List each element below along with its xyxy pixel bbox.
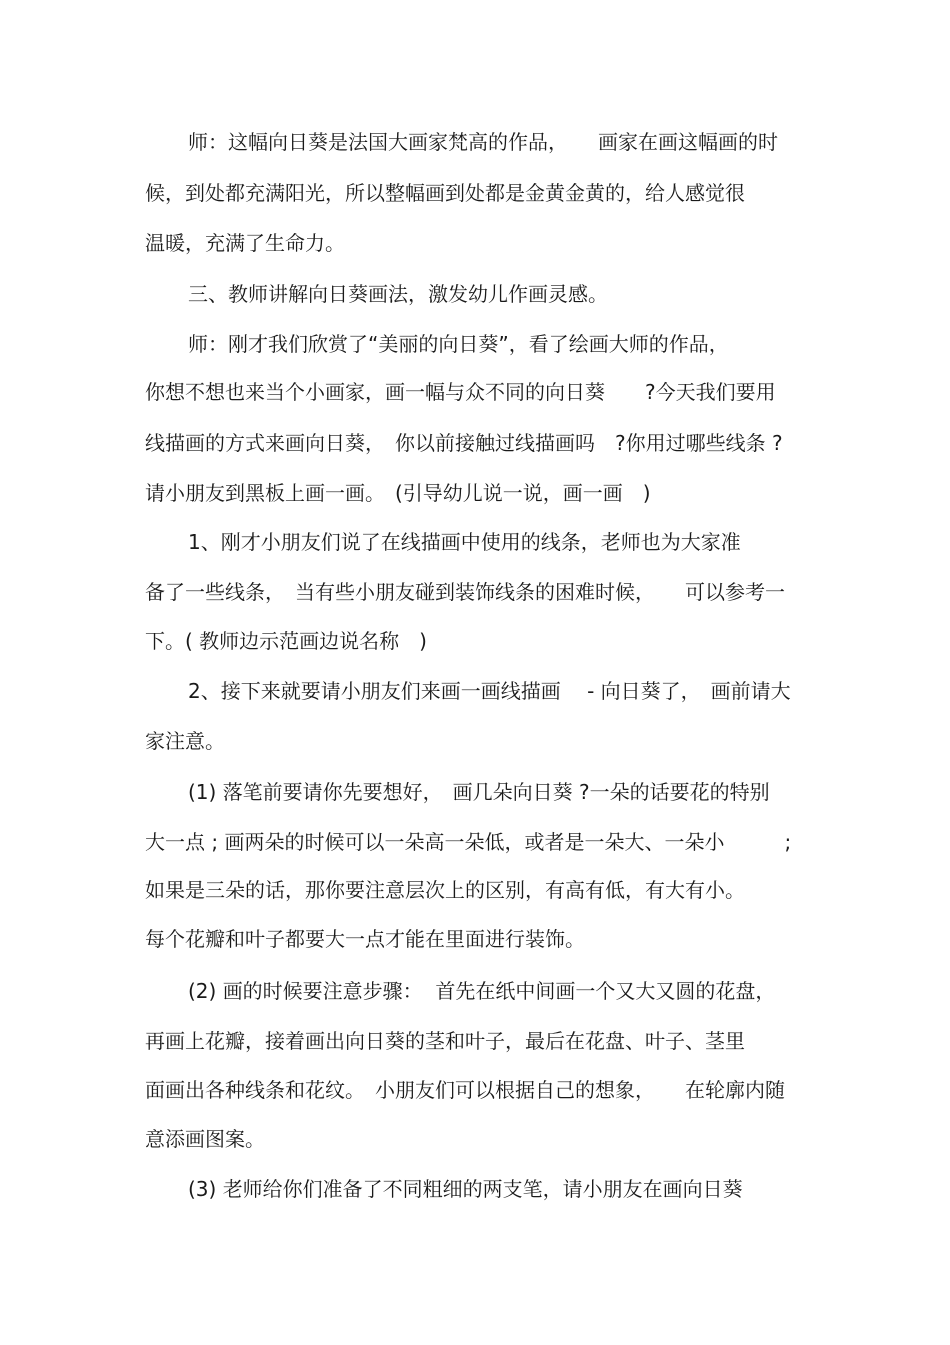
text-line: 下。( 教师边示范画边说名称 )	[145, 629, 427, 653]
text-line: 2、接下来就要请小朋友们来画一画线描画 - 向日葵了， 画前请大	[188, 679, 791, 703]
text-line: (1) 落笔前要请你先要想好， 画几朵向日葵 ?一朵的话要花的特别	[188, 780, 770, 804]
text-line: 师：这幅向日葵是法国大画家梵高的作品， 画家在画这幅画的时	[188, 130, 778, 154]
text-line: 你想不想也来当个小画家，画一幅与众不同的向日葵 ?今天我们要用	[145, 380, 776, 404]
text-line: 三、教师讲解向日葵画法，激发幼儿作画灵感。	[188, 282, 608, 306]
text-line: 每个花瓣和叶子都要大一点才能在里面进行装饰。	[145, 927, 585, 951]
text-line: 线描画的方式来画向日葵， 你以前接触过线描画吗 ?你用过哪些线条 ?	[145, 431, 783, 455]
text-line: 请小朋友到黑板上画一画。 (引导幼儿说一说，画一画 )	[145, 481, 651, 505]
text-line: 温暖，充满了生命力。	[145, 231, 345, 255]
text-line: (2) 画的时候要注意步骤： 首先在纸中间画一个又大又圆的花盘，	[188, 979, 776, 1003]
text-line: 备了一些线条， 当有些小朋友碰到装饰线条的困难时候， 可以参考一	[145, 580, 785, 604]
text-line: 如果是三朵的话，那你要注意层次上的区别，有高有低，有大有小。	[145, 878, 745, 902]
text-line: (3) 老师给你们准备了不同粗细的两支笔，请小朋友在画向日葵	[188, 1177, 743, 1201]
text-line: 大一点 ; 画两朵的时候可以一朵高一朵低，或者是一朵大、一朵小 ;	[145, 830, 792, 854]
text-line: 候，到处都充满阳光，所以整幅画到处都是金黄金黄的，给人感觉很	[145, 181, 745, 205]
text-line: 1、刚才小朋友们说了在线描画中使用的线条，老师也为大家准	[188, 530, 741, 554]
text-line: 再画上花瓣，接着画出向日葵的茎和叶子，最后在花盘、叶子、茎里	[145, 1029, 745, 1053]
text-line: 家注意。	[145, 729, 225, 753]
text-line: 面画出各种线条和花纹。 小朋友们可以根据自己的想象， 在轮廓内随	[145, 1078, 785, 1102]
text-line: 师：刚才我们欣赏了“美丽的向日葵”，看了绘画大师的作品，	[188, 332, 729, 356]
text-line: 意添画图案。	[145, 1127, 265, 1151]
